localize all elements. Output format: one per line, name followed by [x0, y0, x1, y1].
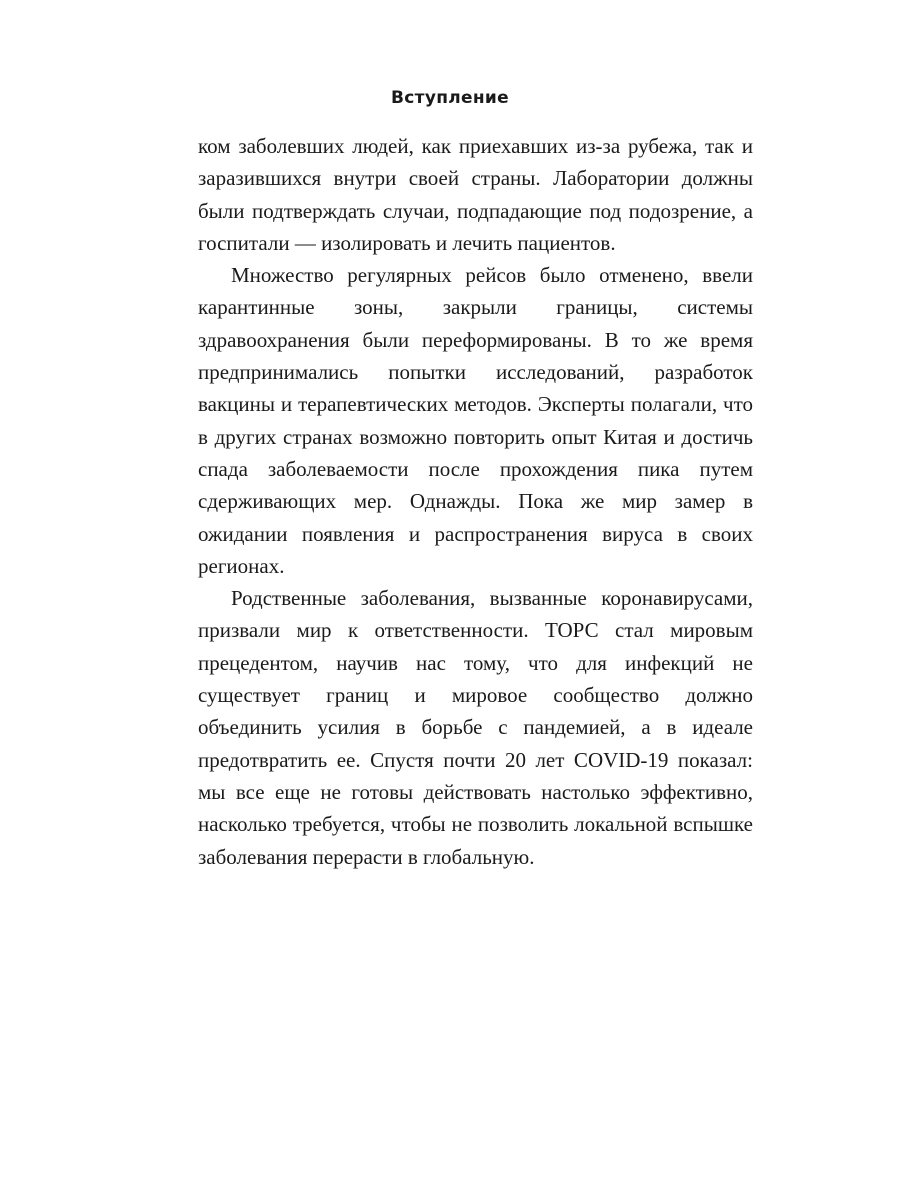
paragraph-continued: ком заболевших людей, как приехавших из-за рубежа, так и заразившихся внутри своей страны. Лаборатории должны были подтверждать случаи, подпадающие под подозрение, а госпитали — изолировать и лечить пациентов. — [198, 134, 753, 255]
paragraph: Родственные заболевания, вызванные коронавирусами, призвали мир к ответственности. ТОРС стал мировым прецедентом, научив нас тому, что для инфекций не существует границ и мировое сообщество должно объединить усилия в борьбе с пандемией, а в идеале предотвратить ее. Спустя почти 20 лет COVID-19 показал: мы все еще не готовы действовать настолько эффективно, насколько требуется, чтобы не позволить локальной вспышке заболевания перерасти в глобальную. — [198, 586, 753, 869]
running-title: Вступление — [391, 88, 509, 108]
body-text — [198, 130, 753, 873]
paragraph: Множество регулярных рейсов было отменено, ввели карантинные зоны, закрыли границы, системы здравоохранения были переформированы. В то же время предпринимались попытки исследований, разработок вакцины и терапевтических методов. Эксперты полагали, что в других странах возможно повторить опыт Китая и достичь спада заболеваемости после прохождения пика путем сдерживающих мер. Однажды. Пока же мир замер в ожидании появления и распространения вируса в своих регионах. — [198, 263, 753, 578]
